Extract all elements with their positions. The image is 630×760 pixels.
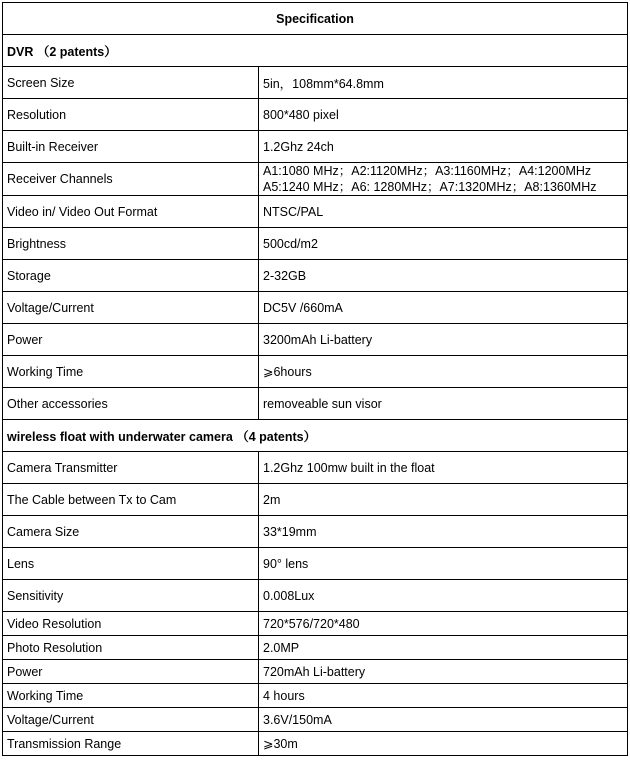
spec-value: ⩾30m [259,732,628,756]
title-row [3,3,628,35]
spec-value: 720*576/720*480 [259,612,628,636]
spec-value: 33*19mm [259,516,628,548]
table-row [3,708,628,732]
table-row [3,99,628,131]
spec-value: ⩾6hours [259,356,628,388]
spec-label: Transmission Range [3,732,259,756]
table-row [3,356,628,388]
spec-value: 90° lens [259,548,628,580]
spec-value: removeable sun visor [259,388,628,420]
spec-value: 0.008Lux [259,580,628,612]
table-row [3,388,628,420]
table-row [3,516,628,548]
table-row [3,196,628,228]
section-header-dvr [3,35,628,67]
spec-value: 720mAh Li-battery [259,660,628,684]
spec-value: 5in，108mm*64.8mm [259,67,628,99]
spec-label: Lens [3,548,259,580]
spec-value: 500cd/m2 [259,228,628,260]
spec-value: 2-32GB [259,260,628,292]
spec-value: DC5V /660mA [259,292,628,324]
spec-value-line: A5:1240 MHz；A6: 1280MHz；A7:1320MHz；A8:1360MHz [263,180,597,194]
spec-value: 800*480 pixel [259,99,628,131]
table-title: Specification [3,3,628,35]
table-row [3,292,628,324]
spec-label: Power [3,660,259,684]
table-row [3,660,628,684]
section-heading: wireless float with underwater camera （4 patents） [3,420,628,452]
table-row [3,732,628,756]
section-header-float [3,420,628,452]
spec-value: NTSC/PAL [259,196,628,228]
table-row [3,260,628,292]
spec-label: The Cable between Tx to Cam [3,484,259,516]
spec-value: 4 hours [259,684,628,708]
table-row [3,580,628,612]
table-row [3,324,628,356]
spec-label: Brightness [3,228,259,260]
spec-label: Screen Size [3,67,259,99]
spec-label: Power [3,324,259,356]
spec-value: 2.0MP [259,636,628,660]
spec-value: 3.6V/150mA [259,708,628,732]
table-row [3,228,628,260]
spec-label: Working Time [3,356,259,388]
spec-value [259,163,628,196]
spec-label: Camera Size [3,516,259,548]
spec-label: Resolution [3,99,259,131]
table-row [3,684,628,708]
spec-value: 1.2Ghz 24ch [259,131,628,163]
table-row [3,163,628,196]
table-row [3,67,628,99]
table-row [3,484,628,516]
table-row [3,452,628,484]
table-row [3,612,628,636]
table-row [3,548,628,580]
spec-label: Storage [3,260,259,292]
spec-label: Working Time [3,684,259,708]
spec-label: Photo Resolution [3,636,259,660]
spec-label: Sensitivity [3,580,259,612]
spec-label: Voltage/Current [3,708,259,732]
specification-table [2,2,628,756]
spec-label: Receiver Channels [3,163,259,196]
spec-label: Other accessories [3,388,259,420]
spec-value: 1.2Ghz 100mw built in the float [259,452,628,484]
section-heading: DVR （2 patents） [3,35,628,67]
spec-label: Camera Transmitter [3,452,259,484]
spec-value: 3200mAh Li-battery [259,324,628,356]
spec-label: Video in/ Video Out Format [3,196,259,228]
spec-label: Video Resolution [3,612,259,636]
spec-value: 2m [259,484,628,516]
spec-value-line: A1:1080 MHz；A2:1120MHz；A3:1160MHz；A4:1200MHz [263,164,592,178]
table-row [3,636,628,660]
spec-label: Built-in Receiver [3,131,259,163]
table-row [3,131,628,163]
spec-label: Voltage/Current [3,292,259,324]
